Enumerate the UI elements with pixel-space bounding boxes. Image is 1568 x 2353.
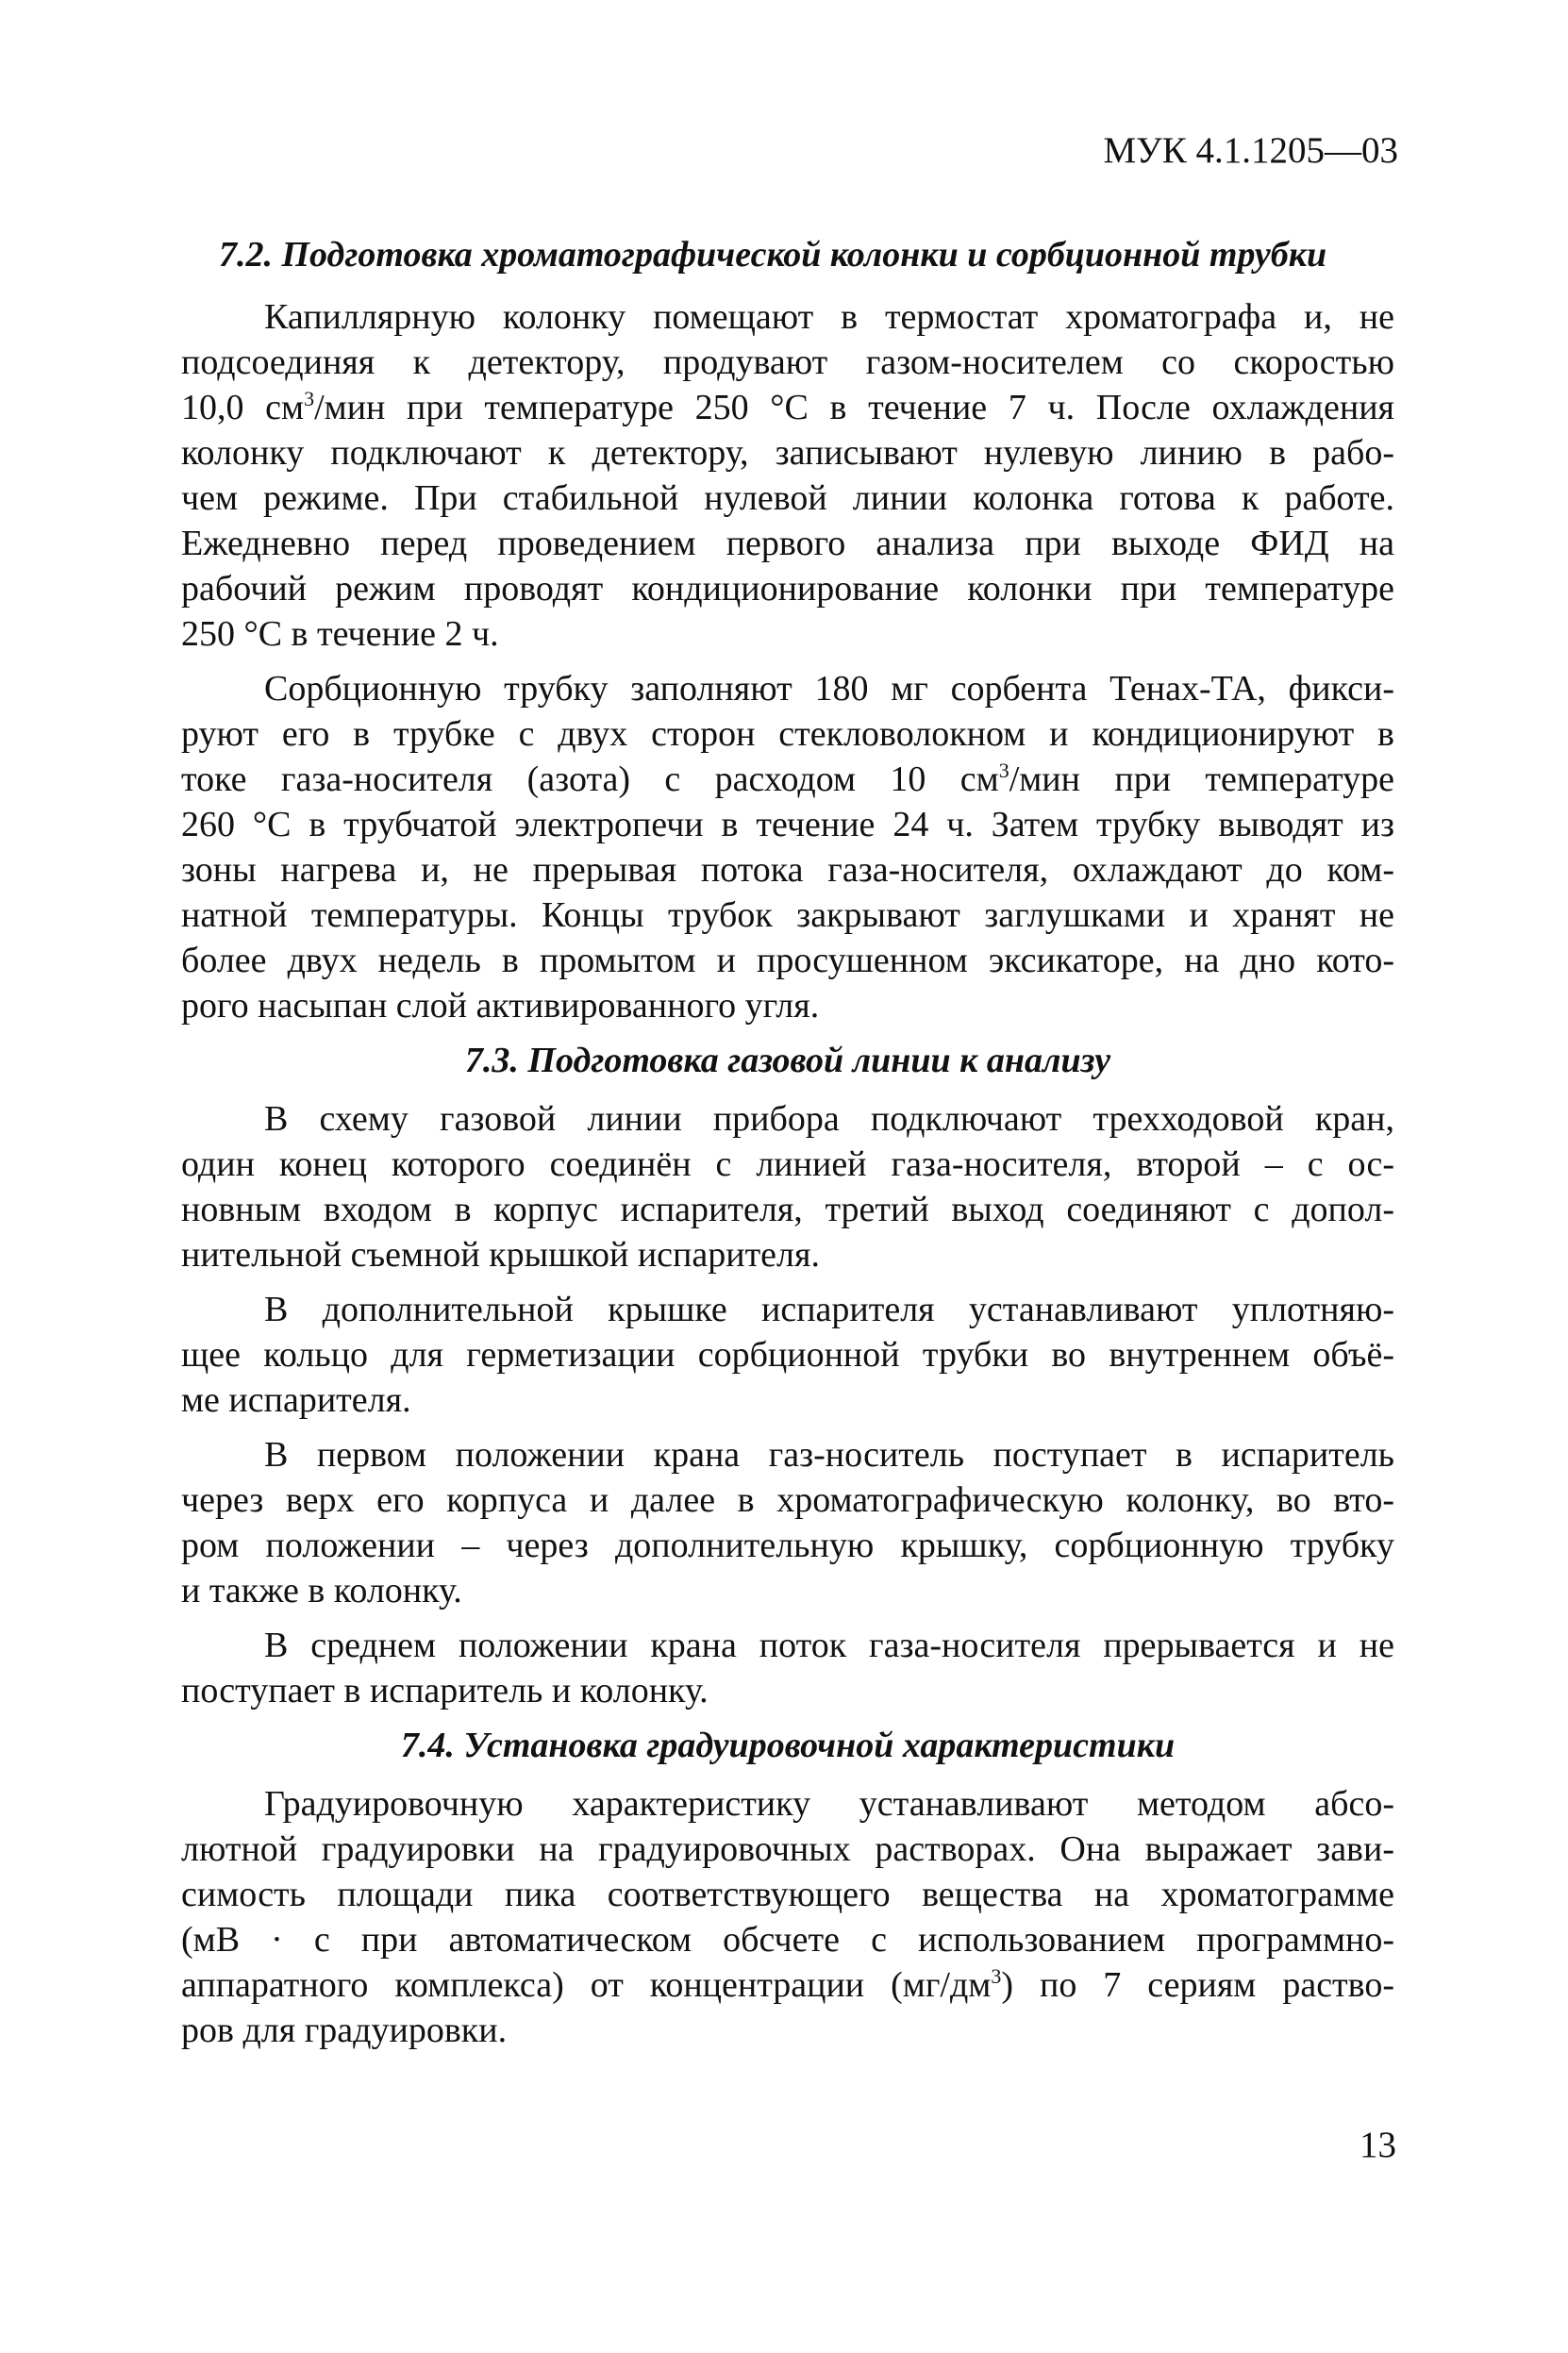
- text-fragment: аппаратного комплекса) от концентрации (мг/дм: [181, 1965, 992, 2005]
- text-line: один конец которого соединён с линией газа-носителя, второй – с ос-: [181, 1144, 1394, 1184]
- text-line: В дополнительной крышке испарителя устанавливают уплотняю-: [264, 1290, 1394, 1329]
- text-line: новным входом в корпус испарителя, третий выход соединяют с допол-: [181, 1190, 1394, 1229]
- paragraph: [181, 294, 1394, 657]
- text-line: рого насыпан слой активированного угля.: [181, 986, 820, 1026]
- paragraph: [181, 666, 1394, 1028]
- text-line: [181, 1962, 1394, 2008]
- text-line: через верх его корпуса и далее в хроматографическую колонку, во вто-: [181, 1480, 1394, 1520]
- paragraph: [181, 1096, 1394, 1277]
- text-line: ме испарителя.: [181, 1380, 411, 1420]
- section-heading-7-3: 7.3. Подготовка газовой линии к анализу: [464, 1041, 1111, 1080]
- text-line: более двух недель в промытом и просушенном эксикаторе, на дно кото-: [181, 941, 1394, 980]
- text-line: и также в колонку.: [181, 1571, 462, 1610]
- text-line: [181, 757, 1394, 802]
- paragraph: [181, 1623, 1394, 1713]
- superscript: 3: [991, 1964, 1002, 1988]
- text-fragment: ) по 7 сериям раство-: [1001, 1965, 1394, 2005]
- text-line: В среднем положении крана поток газа-носителя прерывается и не: [264, 1626, 1394, 1665]
- text-line: щее кольцо для герметизации сорбционной трубки во внутреннем объё-: [181, 1335, 1394, 1375]
- text-line: В схему газовой линии прибора подключают трехходовой кран,: [264, 1099, 1394, 1139]
- text-line: рабочий режим проводят кондиционирование колонки при температуре: [181, 569, 1394, 609]
- section-heading-7-2: 7.2. Подготовка хроматографической колонки и сорбционной трубки: [219, 235, 1327, 275]
- document-code: МУК 4.1.1205—03: [1103, 130, 1398, 171]
- text-fragment: 10,0 см: [181, 388, 305, 427]
- text-line: 260 °С в трубчатой электропечи в течение 24 ч. Затем трубку выводят из: [181, 805, 1394, 844]
- text-line: ров для градуировки.: [181, 2011, 508, 2050]
- text-fragment: токе газа-носителя (азота) с расходом 10 см: [181, 759, 999, 799]
- text-line: Градуировочную характеристику устанавливают методом абсо-: [264, 1784, 1394, 1824]
- section-heading-7-4: 7.4. Установка градуировочной характеристики: [400, 1726, 1176, 1765]
- text-line: симость площади пика соответствующего вещества на хроматограмме: [181, 1875, 1394, 1914]
- text-line: чем режиме. При стабильной нулевой линии колонка готова к работе.: [181, 478, 1394, 518]
- text-fragment: /мин при температуре: [1009, 759, 1394, 799]
- page-content: [181, 232, 1394, 2062]
- superscript: 3: [998, 759, 1009, 782]
- paragraph: [181, 1432, 1394, 1613]
- text-line: ром положении – через дополнительную крышку, сорбционную трубку: [181, 1526, 1394, 1565]
- paragraph: [181, 1287, 1394, 1423]
- text-line: нительной съемной крышкой испарителя.: [181, 1235, 820, 1275]
- text-fragment: /мин при температуре 250 °С в течение 7 ч. После охлаждения: [314, 388, 1395, 427]
- text-line: подсоединяя к детектору, продувают газом-носителем со скоростью: [181, 342, 1394, 382]
- text-line: зоны нагрева и, не прерывая потока газа-носителя, охлаждают до ком-: [181, 850, 1394, 890]
- text-line: руют его в трубке с двух сторон стекловолокном и кондиционируют в: [181, 714, 1394, 754]
- text-line: (мВ · с при автоматическом обсчете с использованием программно-: [181, 1920, 1394, 1960]
- text-line: лютной градуировки на градуировочных растворах. Она выражает зави-: [181, 1829, 1394, 1869]
- text-line: Сорбционную трубку заполняют 180 мг сорбента Тенах-ТА, фикси-: [264, 669, 1394, 709]
- text-line: Капиллярную колонку помещают в термостат хроматографа и, не: [264, 297, 1394, 337]
- text-line: Ежедневно перед проведением первого анализа при выходе ФИД на: [181, 524, 1394, 563]
- text-line: [181, 385, 1394, 430]
- text-line: натной температуры. Концы трубок закрывают заглушками и хранят не: [181, 895, 1394, 935]
- text-line: колонку подключают к детектору, записывают нулевую линию в рабо-: [181, 433, 1394, 473]
- text-line: В первом положении крана газ-носитель поступает в испаритель: [264, 1435, 1394, 1475]
- text-line: поступает в испаритель и колонку.: [181, 1671, 709, 1711]
- page-number: 13: [1359, 2125, 1396, 2165]
- paragraph: [181, 1781, 1394, 2053]
- superscript: 3: [304, 387, 315, 410]
- text-line: 250 °С в течение 2 ч.: [181, 614, 499, 654]
